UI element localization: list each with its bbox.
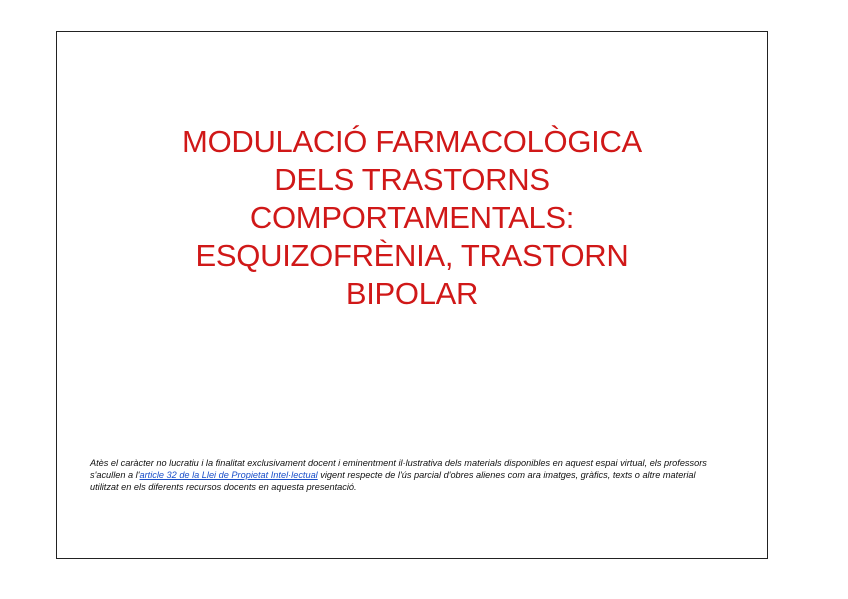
disclaimer-text-end: vigent respecte de l'ús parcial d'obres alienes com ara imatges, gràfics, texts o altre material utilitzat en els diferents recursos docents en aquesta presentació. (90, 470, 696, 492)
slide-title-line-4: ESQUIZOFRÈNIA, TRASTORN (195, 238, 629, 273)
slide-title-line-1: MODULACIÓ FARMACOLÒGICA (182, 124, 642, 159)
presentation-slide (56, 31, 768, 559)
disclaimer-text-start: Atès el caràcter no lucratiu i la finalitat exclusivament docent i eminentment il·lustrativa dels materials disponibles en aquest espai virtual, els professors s'acullen a l' (90, 458, 707, 480)
intellectual-property-law-link[interactable]: article 32 de la Llei de Propietat Intel·lectual (139, 470, 318, 480)
slide-title-line-3: COMPORTAMENTALS: (249, 200, 575, 235)
copyright-disclaimer (90, 457, 720, 493)
slide-title-line-5: BIPOLAR (345, 276, 479, 311)
slide-title (57, 123, 767, 313)
slide-title-line-2: DELS TRASTORNS (274, 162, 550, 197)
